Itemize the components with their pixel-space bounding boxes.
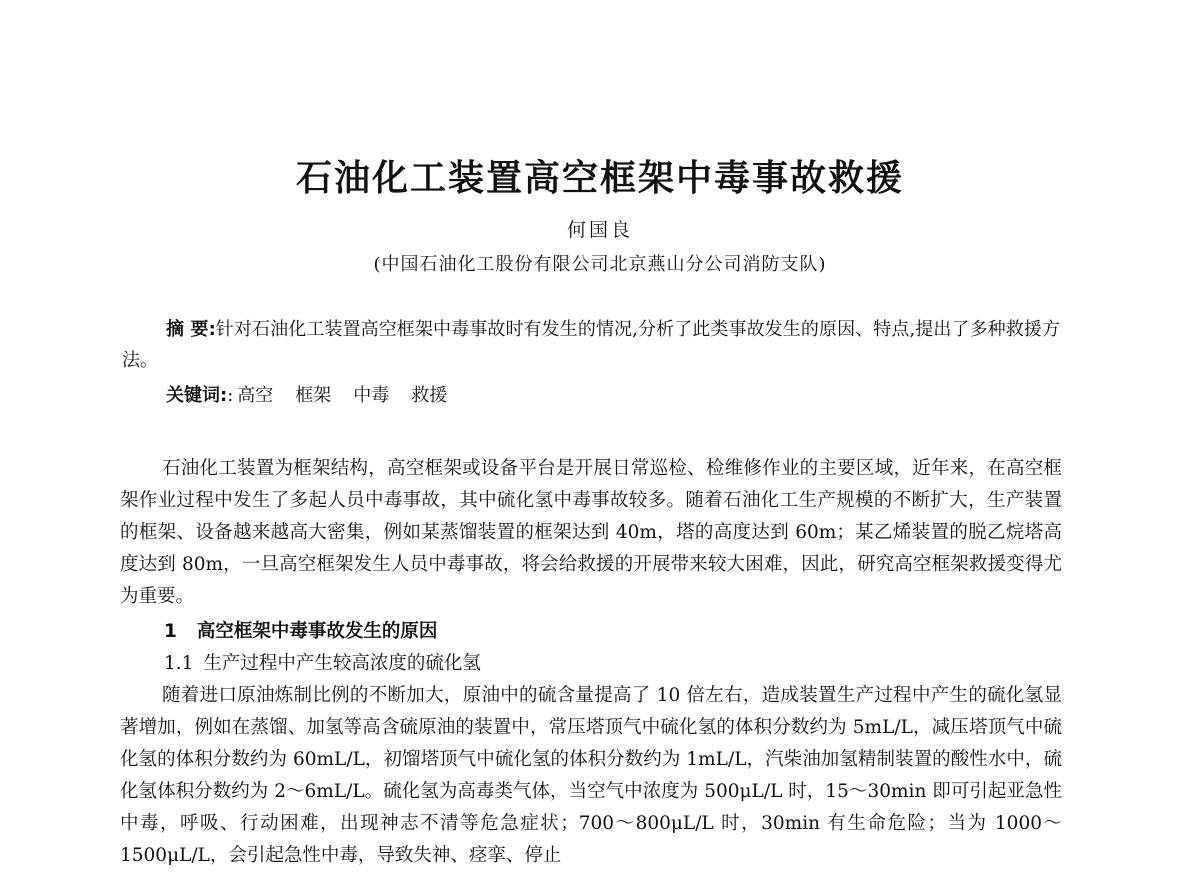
keywords bbox=[166, 381, 469, 407]
section-title: 高空框架中毒事故发生的原因 bbox=[196, 621, 438, 642]
body-paragraph: 随着进口原油炼制比例的不断加大，原油中的硫含量提高了 10 倍左右，造成装置生产过程中产生的硫化氢显著增加，例如在蒸馏、加氢等高含硫原油的装置中，常压塔顶气中硫化氢的体积分数约为 5mL/L，减压塔顶气中硫化氢的体积分数约为 60mL/L，初馏塔顶气中硫化氢的体积分数约为 1mL/L，汽柴油加氢精制装置的酸性水中，硫化氢体积分数约为 2～6mL/L。硫化氢为高毒类气体，当空气中浓度为 500μL/L 时，15～30min 即可引起亚急性中毒，呼吸、行动困难，出现神志不清等危急症状；700～800μL/L 时，30min 有生命危险；当为 1000～1500μL/L，会引起急性中毒，导致失神、痉挛、停止 bbox=[120, 685, 1062, 866]
author-name: 何国良 bbox=[566, 219, 633, 241]
keywords-label: 关键词: bbox=[166, 385, 228, 406]
keyword: 中毒 bbox=[353, 385, 390, 406]
abstract-label: 摘 要: bbox=[166, 319, 216, 340]
keyword: 救援 bbox=[411, 385, 448, 406]
section-number: 1 bbox=[164, 621, 177, 642]
keyword: 高空 bbox=[237, 385, 274, 406]
subsection-heading bbox=[164, 648, 964, 680]
subsection-title: 生产过程中产生较高浓度的硫化氢 bbox=[203, 653, 481, 674]
keywords-separator: : bbox=[227, 385, 234, 406]
article-title: 石油化工装置高空框架中毒事故救援 bbox=[295, 158, 904, 199]
abstract bbox=[122, 314, 1060, 376]
subsection-number: 1.1 bbox=[164, 653, 194, 674]
author-affiliation: (中国石油化工股份有限公司北京燕山分公司消防支队) bbox=[373, 254, 827, 275]
keyword: 框架 bbox=[295, 385, 332, 406]
abstract-text: 针对石油化工装置高空框架中毒事故时有发生的情况,分析了此类事故发生的原因、特点,提出了多种救援方法。 bbox=[122, 319, 1060, 371]
intro-paragraph: 石油化工装置为框架结构，高空框架或设备平台是开展日常巡检、检维修作业的主要区域，近年来，在高空框架作业过程中发生了多起人员中毒事故，其中硫化氢中毒事故较多。随着石油化工生产规模的不断扩大，生产装置的框架、设备越来越高大密集，例如某蒸馏装置的框架达到 40m，塔的高度达到 60m；某乙烯装置的脱乙烷塔高度达到 80m，一旦高空框架发生人员中毒事故，将会给救援的开展带来较大困难，因此，研究高空框架救援变得尤为重要。 bbox=[120, 458, 1062, 607]
section-heading bbox=[164, 616, 964, 648]
